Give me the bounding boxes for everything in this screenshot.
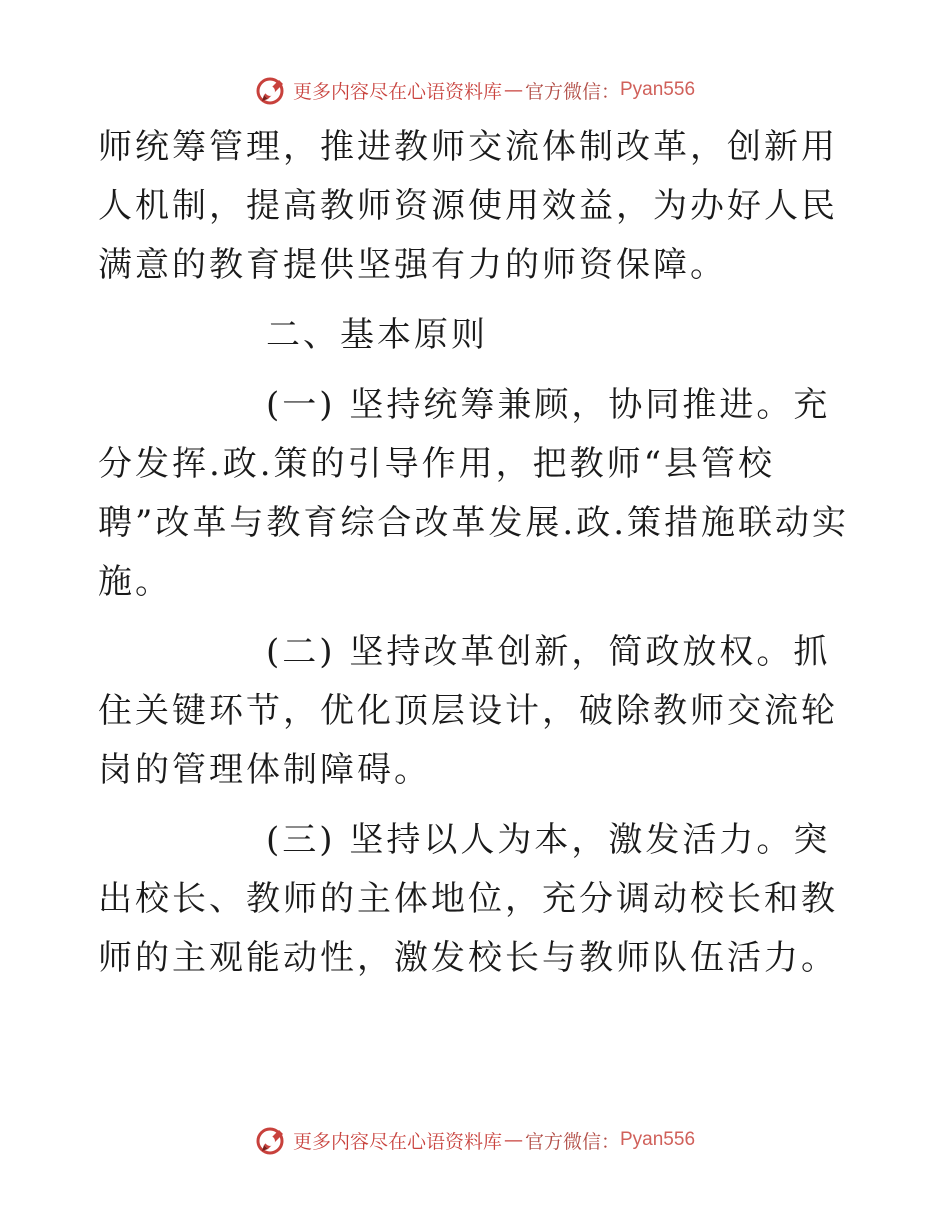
header-wechat-id: Pyan556 xyxy=(620,79,696,100)
footer-separator: — xyxy=(503,1129,523,1151)
principle-1: (一) 坚持统筹兼顾，协同推进。充分发挥.政.策的引导作用，把教师“县管校聘”改革与教育综合改革发展.政.策措施联动实施。 xyxy=(98,385,849,602)
header-official-label: 官方微信： xyxy=(524,80,620,103)
footer-site-text: 更多内容尽在心语资料库 xyxy=(292,1130,502,1153)
document-body xyxy=(98,118,858,988)
header-site-text: 更多内容尽在心语资料库 xyxy=(292,80,502,103)
pen-logo-icon xyxy=(255,73,289,107)
header-separator: — xyxy=(503,79,523,101)
footer-official-label: 官方微信： xyxy=(524,1130,620,1153)
footer-wechat-id: Pyan556 xyxy=(620,1129,696,1150)
principle-3: (三) 坚持以人为本，激发活力。突出校长、教师的主体地位，充分调动校长和教师的主观能动性，激发校长与教师队伍活力。 xyxy=(98,820,838,978)
pen-logo-icon xyxy=(255,1123,289,1157)
section-heading: 二、基本原则 xyxy=(266,315,488,355)
principle-2: (二) 坚持改革创新，简政放权。抓住关键环节，优化顶层设计，破除教师交流轮岗的管理体制障碍。 xyxy=(98,632,838,790)
intro-paragraph: 师统筹管理，推进教师交流体制改革，创新用人机制，提高教师资源使用效益，为办好人民满意的教育提供坚强有力的师资保障。 xyxy=(98,127,838,285)
footer-banner xyxy=(0,1120,950,1160)
header-banner xyxy=(0,70,950,110)
